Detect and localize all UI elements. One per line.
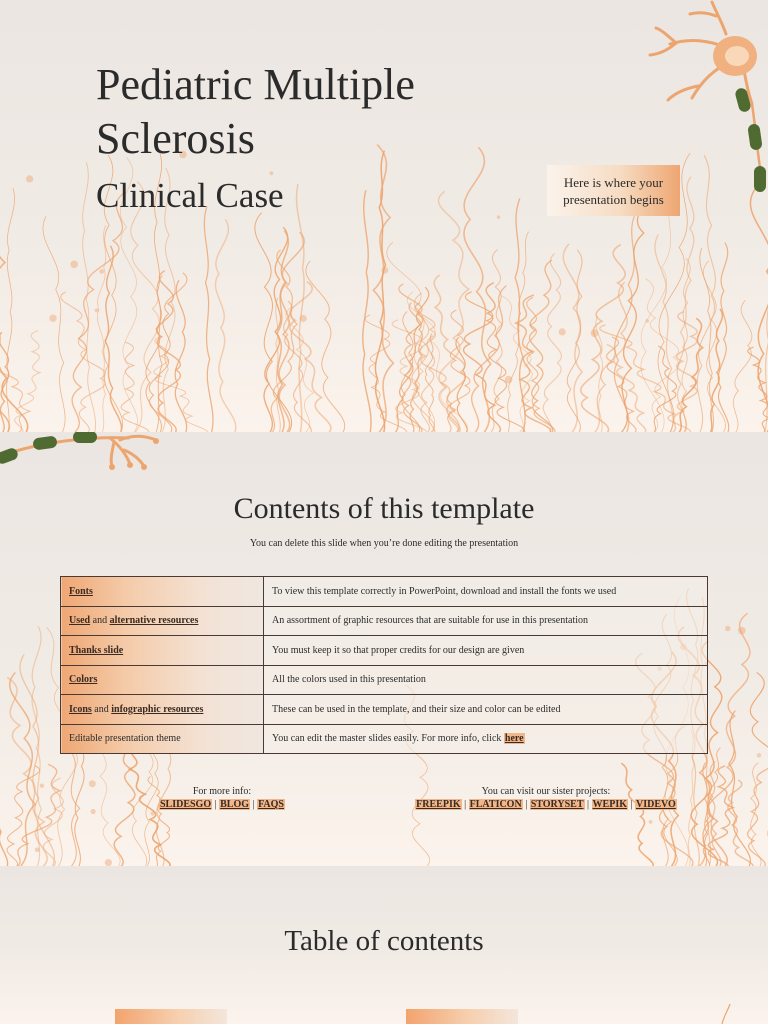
videvo-link[interactable]: VIDEVO	[636, 799, 676, 810]
nerve-fiber	[681, 258, 690, 432]
faqs-link[interactable]: FAQS	[258, 799, 284, 810]
toc-item-box	[115, 1009, 227, 1024]
nerve-fiber	[708, 309, 722, 432]
and-text: and	[91, 703, 112, 715]
nerve-fiber	[363, 190, 371, 432]
nerve-fiber	[750, 189, 768, 432]
nerve-fiber	[708, 766, 733, 866]
glow-dot	[91, 809, 96, 814]
nerve-fiber	[306, 261, 345, 432]
contents-table	[60, 576, 708, 754]
nerve-fiber	[703, 762, 708, 866]
contents-note: You can delete this slide when you’re done editing the presentation	[249, 538, 519, 549]
contents-title: Contents of this template	[233, 492, 535, 525]
nerve-fiber	[297, 184, 305, 432]
nerve-fiber	[607, 345, 646, 433]
nerve-fiber	[425, 333, 434, 432]
glow-dot	[649, 820, 653, 824]
nerve-fiber	[0, 313, 30, 432]
nerve-fiber	[487, 250, 502, 433]
nerve-fiber	[43, 778, 63, 866]
freepik-link[interactable]: FREEPIK	[416, 799, 461, 810]
flaticon-link[interactable]: FLATICON	[469, 799, 522, 810]
nerve-fiber	[438, 191, 468, 432]
glow-dot	[591, 329, 599, 337]
nerve-fiber	[269, 250, 297, 432]
fonts-link[interactable]: Fonts	[69, 585, 93, 597]
more-info-label: For more info:	[192, 786, 252, 797]
glow-dot	[70, 261, 78, 269]
row-description: You must keep it so that proper credits for our design are given	[264, 636, 708, 666]
row-key	[61, 577, 264, 607]
row-key	[61, 606, 264, 636]
glow-dot	[40, 784, 44, 788]
table-row	[61, 636, 708, 666]
presentation-begins-note: Here is where your presentation begins	[547, 165, 680, 216]
icons-link[interactable]: Icons	[69, 703, 92, 715]
nerve-fiber	[606, 337, 636, 432]
nerve-fiber	[703, 748, 720, 866]
wepik-link[interactable]: WEPIK	[592, 799, 627, 810]
nerve-fiber	[365, 315, 406, 432]
sister-projects-links	[396, 798, 696, 811]
nerve-fiber	[401, 311, 419, 432]
nerve-fiber	[655, 234, 673, 432]
description-text: You can edit the master slides easily. For more info, click	[272, 733, 504, 745]
blog-link[interactable]: BLOG	[220, 799, 250, 810]
link-separator: |	[250, 799, 258, 810]
more-info-links	[122, 798, 322, 811]
link-separator: |	[584, 799, 592, 810]
nerve-fiber	[444, 310, 470, 432]
nerve-fiber	[718, 243, 728, 433]
presentation-subtitle: Clinical Case	[96, 176, 284, 215]
table-row	[61, 695, 708, 725]
nerve-fiber	[279, 232, 304, 432]
nerve-fiber	[748, 753, 768, 866]
row-key	[61, 665, 264, 695]
and-text: and	[90, 615, 110, 627]
link-separator: |	[212, 799, 220, 810]
nerve-fiber	[255, 213, 292, 432]
nerve-fiber	[264, 227, 288, 432]
here-link[interactable]: here	[504, 733, 524, 745]
nerve-fiber	[7, 188, 15, 432]
table-row	[61, 724, 708, 754]
nerve-fiber	[649, 346, 676, 432]
row-key: Editable presentation theme	[61, 724, 264, 754]
nerve-fiber	[675, 318, 703, 432]
nerve-fiber	[61, 292, 105, 432]
row-description: An assortment of graphic resources that are suitable for use in this presentation	[264, 606, 708, 636]
presentation-title: Pediatric Multiple Sclerosis	[96, 60, 415, 163]
nerve-fiber	[43, 216, 65, 432]
nerve-fiber	[284, 301, 312, 432]
nerve-fiber	[750, 672, 768, 866]
nerve-fiber	[641, 183, 678, 432]
nerve-fiber	[175, 280, 187, 432]
glow-dot	[646, 319, 650, 323]
sister-projects-label: You can visit our sister projects:	[481, 786, 611, 797]
nerve-fiber	[543, 254, 561, 433]
nerve-fiber	[464, 147, 491, 432]
nerve-fiber	[373, 145, 393, 432]
nerve-fiber	[276, 298, 281, 433]
contents-slide	[0, 432, 768, 866]
row-description	[264, 724, 708, 754]
nerve-fiber	[645, 279, 679, 432]
glow-dot	[505, 376, 513, 384]
row-description: All the colors used in this presentation	[264, 665, 708, 695]
nerve-fiber	[215, 220, 235, 433]
nerve-fiber	[20, 655, 54, 867]
glow-dot	[382, 267, 389, 274]
table-row	[61, 665, 708, 695]
link-separator: |	[461, 799, 469, 810]
nerve-fiber	[7, 677, 47, 866]
nerve-fiber	[387, 242, 435, 432]
colors-link[interactable]: Colors	[69, 674, 98, 686]
nerve-fiber	[472, 286, 507, 433]
alternative-resources-link[interactable]: alternative resources	[109, 615, 199, 627]
glow-dot	[151, 811, 155, 815]
glow-dot	[559, 328, 566, 335]
glow-dot	[725, 626, 730, 631]
table-row	[61, 606, 708, 636]
nerve-fiber	[614, 209, 637, 432]
nerve-fiber	[592, 282, 628, 432]
nerve-fiber	[70, 192, 126, 432]
nerve-fiber	[154, 336, 208, 432]
nerve-fiber	[83, 162, 96, 432]
table-row	[61, 577, 708, 607]
nerve-fiber	[0, 718, 8, 866]
nerve-fiber	[204, 206, 213, 432]
thanks-slide-link[interactable]: Thanks slide	[69, 644, 124, 656]
nerve-fiber	[748, 347, 768, 432]
glow-dot	[95, 308, 99, 312]
row-key	[61, 636, 264, 666]
nerve-fiber	[0, 262, 28, 432]
nerve-fiber	[131, 182, 160, 432]
nerve-fiber	[581, 245, 625, 432]
glow-dot	[49, 315, 56, 322]
nerve-fiber	[399, 284, 423, 432]
glow-dot	[89, 780, 96, 787]
nerve-fiber	[0, 332, 9, 432]
used-link[interactable]: Used	[69, 615, 91, 627]
glow-dot	[497, 215, 500, 218]
nerve-fiber	[375, 151, 385, 432]
nerve-fiber	[529, 260, 552, 432]
nerve-fiber	[710, 761, 721, 866]
row-description: To view this template correctly in PowerPoint, download and install the fonts we used	[264, 577, 708, 607]
nerve-fiber	[527, 297, 555, 432]
title-slide	[0, 0, 768, 432]
nerve-fiber	[97, 225, 105, 432]
nerve-fiber	[0, 205, 9, 432]
glow-dot	[99, 269, 104, 274]
nerve-fiber	[563, 244, 582, 432]
slidesgo-link[interactable]: SLIDESGO	[159, 799, 212, 810]
nerve-fiber	[465, 292, 524, 432]
nerve-fiber	[105, 246, 121, 432]
nerve-fiber	[700, 248, 714, 432]
glow-dot	[105, 859, 112, 866]
nerve-fiber	[600, 325, 691, 432]
table-of-contents-title: Table of contents	[284, 925, 484, 957]
nerve-fiber	[392, 287, 428, 432]
nerve-fiber	[409, 303, 422, 432]
nerve-fiber	[10, 764, 60, 866]
table-of-contents-slide	[0, 866, 768, 1024]
nerve-fiber	[751, 763, 762, 866]
nerve-fiber	[392, 320, 426, 432]
nerve-fiber	[407, 292, 467, 432]
glow-dot	[300, 315, 307, 322]
nerve-fiber	[456, 337, 467, 432]
glow-dot	[35, 847, 40, 852]
row-key	[61, 695, 264, 725]
nerve-fiber	[15, 331, 40, 432]
nerve-fiber	[733, 300, 752, 432]
nerve-fiber	[666, 312, 697, 432]
storyset-link[interactable]: STORYSET	[530, 799, 584, 810]
nerve-fiber	[728, 780, 753, 866]
nerve-fiber	[290, 282, 331, 432]
glow-dot	[26, 175, 33, 182]
nerve-fiber	[412, 293, 435, 432]
nerve-fiber	[501, 296, 532, 432]
nerve-fiber	[149, 273, 187, 432]
nerve-fiber	[703, 261, 725, 432]
infographic-resources-link[interactable]: infographic resources	[111, 703, 204, 715]
nerve-fiber	[121, 342, 149, 432]
nerve-fiber	[621, 763, 653, 866]
toc-item-box	[406, 1009, 518, 1024]
nerve-fiber	[596, 316, 603, 432]
nerve-fiber	[286, 306, 314, 432]
glow-dot	[738, 627, 746, 635]
nerve-fiber	[32, 626, 41, 866]
nerve-fiber	[157, 271, 181, 432]
nerve-fiber	[10, 673, 35, 867]
row-description: These can be used in the template, and their size and color can be edited	[264, 695, 708, 725]
link-separator: |	[522, 799, 530, 810]
nerve-fiber	[697, 155, 715, 432]
glow-dot	[757, 753, 761, 757]
nerve-fiber	[507, 232, 529, 432]
nerve-fiber	[764, 152, 768, 432]
nerve-fiber	[415, 303, 458, 432]
nerve-fiber	[567, 250, 582, 432]
nerve-fiber	[7, 766, 40, 866]
nerve-fiber	[516, 295, 551, 432]
nerve-fiber	[464, 283, 501, 432]
link-separator: |	[628, 799, 636, 810]
nerve-fiber	[146, 275, 162, 432]
nerve-fiber	[434, 275, 465, 432]
nerve-fiber	[277, 231, 289, 432]
nerve-fiber	[729, 711, 751, 867]
nerve-fiber	[421, 336, 435, 432]
more-info-footer	[122, 785, 322, 811]
sister-projects-footer	[396, 785, 696, 811]
nerve-fiber	[515, 198, 525, 432]
